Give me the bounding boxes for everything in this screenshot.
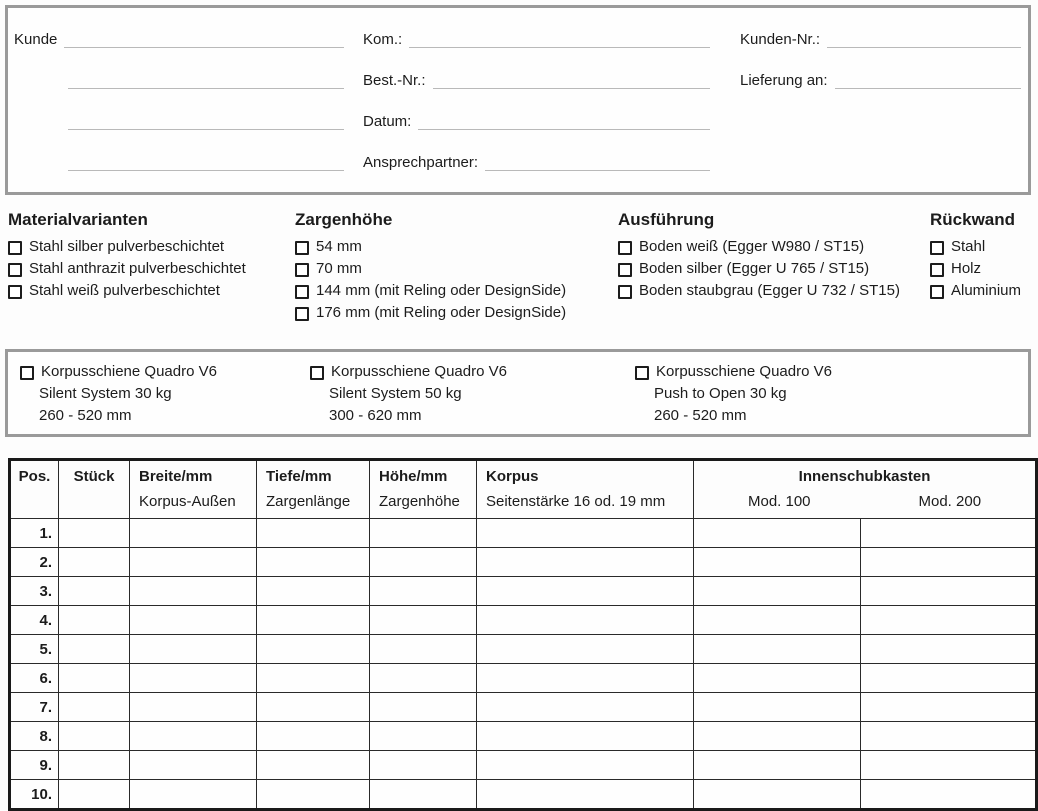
cell-korpus[interactable] bbox=[477, 519, 694, 548]
cell-mod100[interactable] bbox=[694, 606, 861, 635]
table-row bbox=[10, 519, 1037, 548]
checkbox-icon[interactable] bbox=[618, 241, 632, 255]
order-table bbox=[8, 458, 1038, 811]
checkbox-icon[interactable] bbox=[295, 307, 309, 321]
cell-hoehe[interactable] bbox=[370, 548, 477, 577]
col-header-mod100: Mod. 100 bbox=[747, 493, 811, 510]
rail-option-line2: Silent System 30 kg bbox=[39, 385, 172, 402]
rail-option-line3: 300 - 620 mm bbox=[329, 407, 422, 424]
cell-mod100[interactable] bbox=[694, 780, 861, 810]
cell-tiefe[interactable] bbox=[257, 519, 370, 548]
cell-hoehe[interactable] bbox=[370, 577, 477, 606]
table-header-row bbox=[10, 460, 1037, 519]
option-stahl-silber[interactable]: Stahl silber pulverbeschichtet bbox=[8, 236, 246, 258]
checkbox-icon[interactable] bbox=[295, 263, 309, 277]
table-row bbox=[10, 606, 1037, 635]
pos-cell: 3. bbox=[10, 577, 59, 606]
datum-label: Datum: bbox=[363, 113, 412, 130]
table-row bbox=[10, 664, 1037, 693]
options-column-zargenhoehe bbox=[295, 210, 566, 324]
options-column-rueckwand bbox=[930, 210, 1021, 302]
cell-tiefe[interactable] bbox=[257, 780, 370, 810]
kundennr-line[interactable] bbox=[827, 32, 1021, 48]
checkbox-icon[interactable] bbox=[930, 241, 944, 255]
cell-stueck[interactable] bbox=[59, 635, 130, 664]
pos-cell: 8. bbox=[10, 722, 59, 751]
cell-stueck[interactable] bbox=[59, 780, 130, 810]
cell-hoehe[interactable] bbox=[370, 635, 477, 664]
cell-hoehe[interactable] bbox=[370, 693, 477, 722]
col-header-innenschubkasten: Innenschubkasten Mod. 100 Mod. 200 bbox=[694, 460, 1037, 519]
field-row-kom bbox=[363, 28, 710, 48]
kunde-line-4[interactable] bbox=[68, 155, 344, 171]
checkbox-icon[interactable] bbox=[618, 285, 632, 299]
cell-mod200[interactable] bbox=[861, 606, 1037, 635]
cell-mod100[interactable] bbox=[694, 722, 861, 751]
rail-option-header[interactable]: Korpusschiene Quadro V6 bbox=[635, 361, 832, 383]
cell-tiefe[interactable] bbox=[257, 664, 370, 693]
cell-breite[interactable] bbox=[130, 780, 257, 810]
field-row-datum bbox=[363, 110, 710, 130]
table-row bbox=[10, 635, 1037, 664]
kunde-row bbox=[68, 110, 344, 130]
cell-breite[interactable] bbox=[130, 519, 257, 548]
cell-hoehe[interactable] bbox=[370, 519, 477, 548]
checkbox-icon[interactable] bbox=[310, 366, 324, 380]
checkbox-icon[interactable] bbox=[8, 241, 22, 255]
cell-stueck[interactable] bbox=[59, 548, 130, 577]
kunde-label: Kunde bbox=[14, 31, 58, 48]
options-title: Ausführung bbox=[618, 210, 715, 229]
cell-mod100[interactable] bbox=[694, 751, 861, 780]
table-row bbox=[10, 722, 1037, 751]
kom-label: Kom.: bbox=[363, 31, 403, 48]
cell-mod200[interactable] bbox=[861, 548, 1037, 577]
cell-korpus[interactable] bbox=[477, 693, 694, 722]
pos-cell: 7. bbox=[10, 693, 59, 722]
cell-tiefe[interactable] bbox=[257, 548, 370, 577]
cell-tiefe[interactable] bbox=[257, 577, 370, 606]
checkbox-icon[interactable] bbox=[8, 263, 22, 277]
cell-breite[interactable] bbox=[130, 693, 257, 722]
cell-korpus[interactable] bbox=[477, 577, 694, 606]
cell-mod200[interactable] bbox=[861, 722, 1037, 751]
pos-cell: 4. bbox=[10, 606, 59, 635]
cell-stueck[interactable] bbox=[59, 519, 130, 548]
cell-tiefe[interactable] bbox=[257, 635, 370, 664]
checkbox-icon[interactable] bbox=[618, 263, 632, 277]
options-title: Materialvarianten bbox=[8, 210, 148, 229]
option-144mm[interactable]: 144 mm (mit Reling oder DesignSide) bbox=[295, 280, 566, 302]
field-row-lieferung bbox=[740, 69, 1021, 89]
field-row-kundennr bbox=[740, 28, 1021, 48]
col-header-mod200: Mod. 200 bbox=[918, 493, 982, 510]
checkbox-icon[interactable] bbox=[635, 366, 649, 380]
cell-korpus[interactable] bbox=[477, 635, 694, 664]
cell-korpus[interactable] bbox=[477, 664, 694, 693]
cell-hoehe[interactable] bbox=[370, 751, 477, 780]
cell-breite[interactable] bbox=[130, 606, 257, 635]
cell-korpus[interactable] bbox=[477, 548, 694, 577]
col-header-hoehe: Höhe/mm Zargenhöhe bbox=[370, 460, 477, 519]
option-rueckwand-aluminium[interactable]: Aluminium bbox=[930, 280, 1021, 302]
option-70mm[interactable]: 70 mm bbox=[295, 258, 566, 280]
option-rueckwand-stahl[interactable]: Stahl bbox=[930, 236, 1021, 258]
table-row bbox=[10, 780, 1037, 810]
options-column-ausfuehrung bbox=[618, 210, 900, 302]
rail-option-line2: Silent System 50 kg bbox=[329, 385, 462, 402]
cell-mod200[interactable] bbox=[861, 751, 1037, 780]
cell-breite[interactable] bbox=[130, 577, 257, 606]
cell-breite[interactable] bbox=[130, 635, 257, 664]
col-header-korpus: Korpus Seitenstärke 16 od. 19 mm bbox=[477, 460, 694, 519]
cell-stueck[interactable] bbox=[59, 722, 130, 751]
checkbox-icon[interactable] bbox=[20, 366, 34, 380]
lieferung-line[interactable] bbox=[835, 73, 1021, 89]
cell-korpus[interactable] bbox=[477, 751, 694, 780]
options-column-materialvarianten bbox=[8, 210, 246, 302]
rail-option-line3: 260 - 520 mm bbox=[39, 407, 132, 424]
rail-option-silent-50 bbox=[310, 361, 507, 427]
cell-stueck[interactable] bbox=[59, 577, 130, 606]
table-row bbox=[10, 548, 1037, 577]
cell-mod100[interactable] bbox=[694, 577, 861, 606]
kunde-line-3[interactable] bbox=[68, 114, 344, 130]
kunde-line-2[interactable] bbox=[68, 73, 344, 89]
checkbox-icon[interactable] bbox=[295, 285, 309, 299]
kunde-row bbox=[14, 28, 344, 48]
cell-mod200[interactable] bbox=[861, 780, 1037, 810]
rail-option-line2: Push to Open 30 kg bbox=[654, 385, 787, 402]
col-header-tiefe: Tiefe/mm Zargenlänge bbox=[257, 460, 370, 519]
checkbox-icon[interactable] bbox=[295, 241, 309, 255]
cell-mod200[interactable] bbox=[861, 693, 1037, 722]
rail-option-silent-30 bbox=[20, 361, 217, 427]
cell-tiefe[interactable] bbox=[257, 722, 370, 751]
rail-option-header[interactable]: Korpusschiene Quadro V6 bbox=[20, 361, 217, 383]
cell-hoehe[interactable] bbox=[370, 664, 477, 693]
option-rueckwand-holz[interactable]: Holz bbox=[930, 258, 1021, 280]
cell-korpus[interactable] bbox=[477, 780, 694, 810]
options-title: Zargenhöhe bbox=[295, 210, 393, 229]
rail-option-header[interactable]: Korpusschiene Quadro V6 bbox=[310, 361, 507, 383]
cell-breite[interactable] bbox=[130, 751, 257, 780]
option-boden-silber[interactable]: Boden silber (Egger U 765 / ST15) bbox=[618, 258, 900, 280]
cell-stueck[interactable] bbox=[59, 751, 130, 780]
cell-mod200[interactable] bbox=[861, 577, 1037, 606]
pos-cell: 2. bbox=[10, 548, 59, 577]
cell-tiefe[interactable] bbox=[257, 606, 370, 635]
rails-box bbox=[5, 349, 1031, 437]
option-176mm[interactable]: 176 mm (mit Reling oder DesignSide) bbox=[295, 302, 566, 324]
kunde-row bbox=[68, 69, 344, 89]
col-header-stueck: Stück bbox=[59, 460, 130, 519]
cell-hoehe[interactable] bbox=[370, 606, 477, 635]
kundennr-label: Kunden-Nr.: bbox=[740, 31, 821, 48]
checkbox-icon[interactable] bbox=[8, 285, 22, 299]
kom-line[interactable] bbox=[409, 32, 710, 48]
checkbox-icon[interactable] bbox=[930, 263, 944, 277]
option-54mm[interactable]: 54 mm bbox=[295, 236, 566, 258]
cell-hoehe[interactable] bbox=[370, 780, 477, 810]
rail-option-push-to-open bbox=[635, 361, 832, 427]
cell-mod200[interactable] bbox=[861, 519, 1037, 548]
cell-breite[interactable] bbox=[130, 722, 257, 751]
pos-cell: 9. bbox=[10, 751, 59, 780]
option-boden-staubgrau[interactable]: Boden staubgrau (Egger U 732 / ST15) bbox=[618, 280, 900, 302]
option-boden-weiss[interactable]: Boden weiß (Egger W980 / ST15) bbox=[618, 236, 900, 258]
col-header-breite: Breite/mm Korpus-Außen bbox=[130, 460, 257, 519]
cell-korpus[interactable] bbox=[477, 606, 694, 635]
col-header-pos: Pos. bbox=[10, 460, 59, 519]
cell-tiefe[interactable] bbox=[257, 751, 370, 780]
cell-mod200[interactable] bbox=[861, 664, 1037, 693]
kunde-line-1[interactable] bbox=[64, 32, 344, 48]
cell-mod100[interactable] bbox=[694, 693, 861, 722]
cell-mod100[interactable] bbox=[694, 635, 861, 664]
customer-header-box bbox=[5, 5, 1031, 195]
pos-cell: 1. bbox=[10, 519, 59, 548]
table-row bbox=[10, 577, 1037, 606]
table-row bbox=[10, 693, 1037, 722]
field-row-ansprechpartner bbox=[363, 151, 710, 171]
cell-hoehe[interactable] bbox=[370, 722, 477, 751]
ansprechpartner-label: Ansprechpartner: bbox=[363, 154, 479, 171]
option-stahl-weiss[interactable]: Stahl weiß pulverbeschichtet bbox=[8, 280, 246, 302]
cell-mod100[interactable] bbox=[694, 519, 861, 548]
pos-cell: 5. bbox=[10, 635, 59, 664]
checkbox-icon[interactable] bbox=[930, 285, 944, 299]
bestnr-line[interactable] bbox=[433, 73, 710, 89]
pos-cell: 6. bbox=[10, 664, 59, 693]
lieferung-label: Lieferung an: bbox=[740, 72, 828, 89]
rail-option-line3: 260 - 520 mm bbox=[654, 407, 747, 424]
field-row-bestnr bbox=[363, 69, 710, 89]
option-stahl-anthrazit[interactable]: Stahl anthrazit pulverbeschichtet bbox=[8, 258, 246, 280]
pos-cell: 10. bbox=[10, 780, 59, 810]
cell-korpus[interactable] bbox=[477, 722, 694, 751]
cell-stueck[interactable] bbox=[59, 664, 130, 693]
ansprechpartner-line[interactable] bbox=[485, 155, 710, 171]
table-row bbox=[10, 751, 1037, 780]
options-title: Rückwand bbox=[930, 210, 1016, 229]
cell-stueck[interactable] bbox=[59, 606, 130, 635]
cell-stueck[interactable] bbox=[59, 693, 130, 722]
cell-mod100[interactable] bbox=[694, 548, 861, 577]
bestnr-label: Best.-Nr.: bbox=[363, 72, 426, 89]
cell-breite[interactable] bbox=[130, 664, 257, 693]
kunde-row bbox=[68, 151, 344, 171]
cell-mod100[interactable] bbox=[694, 664, 861, 693]
cell-tiefe[interactable] bbox=[257, 693, 370, 722]
cell-mod200[interactable] bbox=[861, 635, 1037, 664]
datum-line[interactable] bbox=[418, 114, 710, 130]
cell-breite[interactable] bbox=[130, 548, 257, 577]
